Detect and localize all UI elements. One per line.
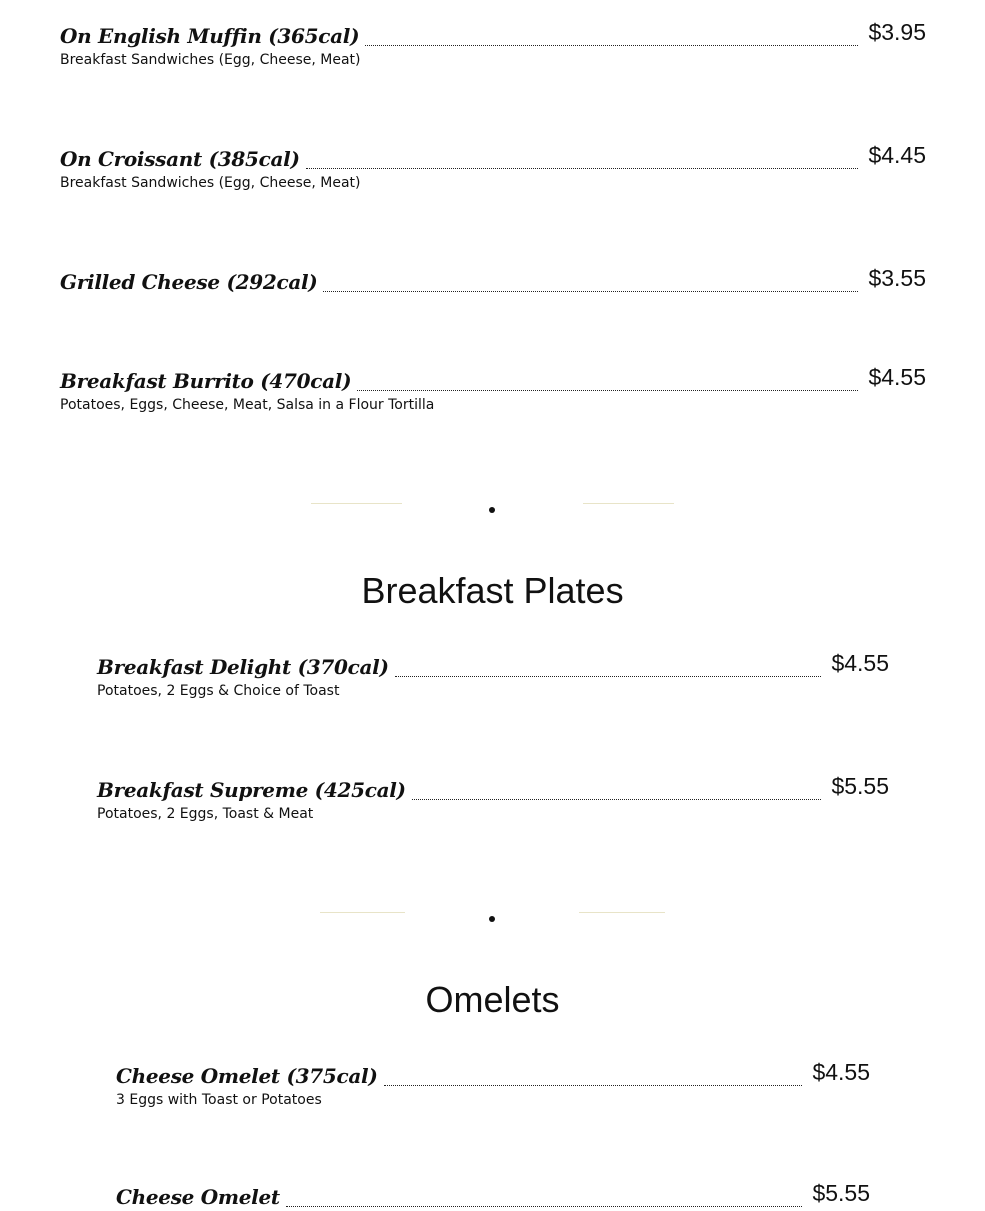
menu-item (60, 139, 926, 191)
dotted-leader (365, 44, 858, 46)
menu-item (97, 770, 889, 822)
menu-item (116, 1177, 870, 1211)
dotted-leader (395, 675, 822, 677)
item-price: $4.55 (868, 364, 926, 390)
menu-item (60, 16, 926, 68)
item-description: Potatoes, Eggs, Cheese, Meat, Salsa in a Flour Tortilla (60, 397, 435, 413)
item-price: $3.95 (868, 19, 926, 45)
menu-item (116, 1056, 870, 1108)
item-description: Breakfast Sandwiches (Egg, Cheese, Meat) (60, 52, 361, 68)
item-name: Grilled Cheese (292cal) (60, 270, 318, 294)
dotted-leader (286, 1205, 803, 1207)
divider-line-left (320, 912, 405, 913)
dotted-leader (412, 798, 822, 800)
divider-line-left (311, 503, 402, 504)
item-name: Cheese Omelet (116, 1185, 280, 1209)
item-price: $4.45 (868, 142, 926, 168)
item-price: $4.55 (831, 650, 889, 676)
menu-item (60, 361, 926, 413)
section-divider (0, 912, 985, 932)
item-price: $4.55 (812, 1059, 870, 1085)
dotted-leader (357, 389, 858, 391)
item-name: Breakfast Delight (370cal) (97, 655, 389, 679)
item-description: Potatoes, 2 Eggs, Toast & Meat (97, 806, 314, 822)
item-name: Breakfast Supreme (425cal) (97, 778, 406, 802)
item-price: $5.55 (812, 1180, 870, 1206)
menu-item (97, 647, 889, 699)
item-name: On English Muffin (365cal) (60, 24, 360, 48)
item-name: Cheese Omelet (375cal) (116, 1064, 378, 1088)
item-description: Breakfast Sandwiches (Egg, Cheese, Meat) (60, 175, 361, 191)
section-divider (0, 503, 985, 523)
item-description: 3 Eggs with Toast or Potatoes (116, 1092, 322, 1108)
item-name: Breakfast Burrito (470cal) (60, 369, 352, 393)
dotted-leader (306, 167, 859, 169)
item-price: $3.55 (868, 265, 926, 291)
section-title: Breakfast Plates (361, 570, 624, 611)
item-description: Potatoes, 2 Eggs & Choice of Toast (97, 683, 340, 699)
divider-dot (489, 916, 495, 922)
item-name: On Croissant (385cal) (60, 147, 300, 171)
menu-item (60, 262, 926, 296)
divider-dot (489, 507, 495, 513)
dotted-leader (384, 1084, 803, 1086)
dotted-leader (323, 290, 858, 292)
divider-line-right (583, 503, 674, 504)
divider-line-right (579, 912, 665, 913)
item-price: $5.55 (831, 773, 889, 799)
section-title: Omelets (425, 979, 560, 1020)
